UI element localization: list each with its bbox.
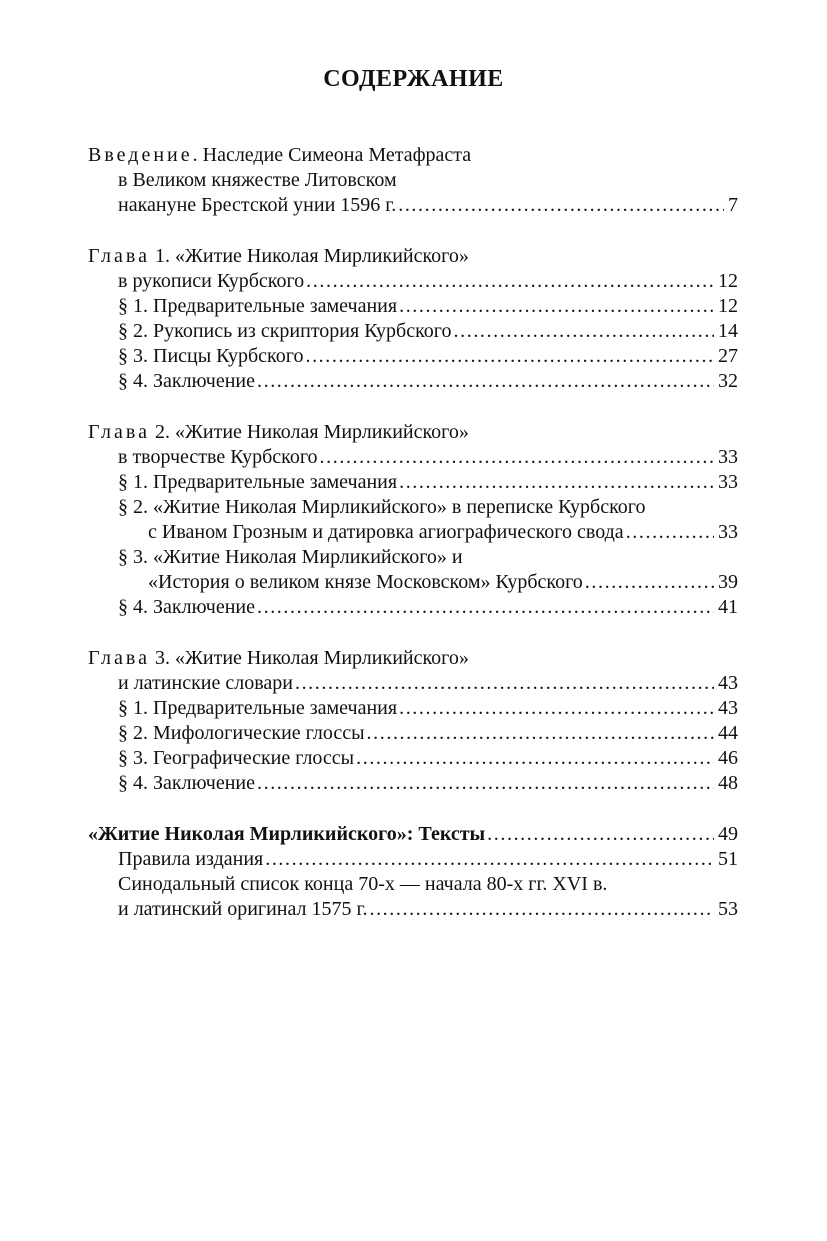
toc-chapter-heading <box>88 420 738 445</box>
leader-dots <box>306 269 714 294</box>
leader-dots <box>399 294 714 319</box>
leader-dots <box>369 897 714 922</box>
page-number: 39 <box>718 571 738 593</box>
intro-line2: в Великом княжестве Литовском <box>118 169 397 191</box>
toc-section-entry[interactable] <box>88 369 738 394</box>
chapter-word: Глава <box>88 421 150 443</box>
texts-label: «Житие Николая Мирликийского»: Тексты <box>88 823 486 845</box>
leader-dots <box>399 470 714 495</box>
page-number: 43 <box>718 697 738 719</box>
leader-dots <box>257 771 714 796</box>
table-of-contents <box>88 143 738 922</box>
section-label: § 3. Географические глоссы <box>118 747 355 769</box>
page-number: 33 <box>718 446 738 468</box>
leader-dots <box>399 696 714 721</box>
page-number: 53 <box>718 898 738 920</box>
toc-section-entry[interactable] <box>88 771 738 796</box>
texts-item-label: Правила издания <box>118 848 264 870</box>
intro-title: . Наследие Симеона Метафраста <box>192 144 472 166</box>
page-number: 12 <box>718 270 738 292</box>
section-continuation: с Иваном Грозным и датировка агиографического свода <box>148 521 624 543</box>
chapter-subtitle: в рукописи Курбского <box>118 270 305 292</box>
section-label: § 2. «Житие Николая Мирликийского» в переписке Курбского <box>118 496 646 518</box>
page-number: 48 <box>718 772 738 794</box>
leader-dots <box>265 847 714 872</box>
section-label: § 3. «Житие Николая Мирликийского» и <box>118 546 463 568</box>
toc-chapter-heading <box>88 244 738 269</box>
section-label: § 4. Заключение <box>118 772 255 794</box>
page-number: 32 <box>718 370 738 392</box>
toc-texts-item[interactable] <box>88 897 738 922</box>
toc-section-entry[interactable] <box>88 746 738 771</box>
chapter-subtitle: в творчестве Курбского <box>118 446 318 468</box>
page-title: СОДЕРЖАНИЕ <box>323 66 504 92</box>
texts-item-continuation: и латинский оригинал 1575 г. <box>118 898 368 920</box>
texts-item-label: Синодальный список конца 70-х — начала 80-х гг. XVI в. <box>118 873 608 895</box>
toc-section-entry[interactable] <box>88 294 738 319</box>
section-label: § 2. Мифологические глоссы <box>118 722 365 744</box>
toc-chapter-entry[interactable] <box>88 445 738 470</box>
leader-dots <box>626 520 714 545</box>
section-label: § 2. Рукопись из скриптория Курбского <box>118 320 452 342</box>
page-number: 33 <box>718 471 738 493</box>
page-number: 27 <box>718 345 738 367</box>
leader-dots <box>257 595 714 620</box>
section-label: § 4. Заключение <box>118 596 255 618</box>
toc-section-entry[interactable] <box>88 595 738 620</box>
page-number: 51 <box>718 848 738 870</box>
toc-section-entry[interactable] <box>88 696 738 721</box>
section-label: § 1. Предварительные замечания <box>118 697 398 719</box>
intro-word: Введение <box>88 144 193 166</box>
page-number: 33 <box>718 521 738 543</box>
leader-dots <box>398 193 724 218</box>
section-label: § 1. Предварительные замечания <box>118 295 398 317</box>
chapter-title: 1. «Житие Николая Мирликийского» <box>149 245 469 267</box>
toc-section-entry[interactable] <box>88 344 738 369</box>
toc-intro-heading <box>88 143 738 168</box>
toc-section-entry[interactable] <box>88 570 738 595</box>
toc-intro-entry[interactable] <box>88 193 738 218</box>
toc-texts-item-heading <box>88 872 738 897</box>
page-number: 46 <box>718 747 738 769</box>
page-number: 14 <box>718 320 738 342</box>
leader-dots <box>367 721 714 746</box>
leader-dots <box>320 445 714 470</box>
section-continuation: «История о великом князе Московском» Курбского <box>148 571 583 593</box>
page-number: 7 <box>728 194 738 216</box>
toc-chapter-heading <box>88 646 738 671</box>
section-label: § 1. Предварительные замечания <box>118 471 398 493</box>
section-label: § 3. Писцы Курбского <box>118 345 304 367</box>
toc-section-entry[interactable] <box>88 520 738 545</box>
leader-dots <box>257 369 714 394</box>
toc-intro-line <box>88 168 738 193</box>
chapter-subtitle: и латинские словари <box>118 672 293 694</box>
page-number: 44 <box>718 722 738 744</box>
chapter-word: Глава <box>88 647 150 669</box>
chapter-word: Глава <box>88 245 150 267</box>
page-number: 49 <box>718 823 738 845</box>
toc-section-heading <box>88 495 738 520</box>
leader-dots <box>295 671 714 696</box>
chapter-title: 3. «Житие Николая Мирликийского» <box>149 647 469 669</box>
chapter-title: 2. «Житие Николая Мирликийского» <box>149 421 469 443</box>
toc-section-entry[interactable] <box>88 470 738 495</box>
leader-dots <box>585 570 714 595</box>
toc-texts-entry[interactable] <box>88 822 738 847</box>
toc-chapter-entry[interactable] <box>88 269 738 294</box>
leader-dots <box>487 822 714 847</box>
leader-dots <box>454 319 714 344</box>
page-number: 41 <box>718 596 738 618</box>
page-number: 43 <box>718 672 738 694</box>
leader-dots <box>305 344 714 369</box>
toc-texts-item[interactable] <box>88 847 738 872</box>
toc-section-entry[interactable] <box>88 319 738 344</box>
intro-line3: накануне Брестской унии 1596 г. <box>118 194 397 216</box>
toc-section-entry[interactable] <box>88 721 738 746</box>
toc-chapter-entry[interactable] <box>88 671 738 696</box>
leader-dots <box>356 746 714 771</box>
page-number: 12 <box>718 295 738 317</box>
toc-section-heading <box>88 545 738 570</box>
section-label: § 4. Заключение <box>118 370 255 392</box>
